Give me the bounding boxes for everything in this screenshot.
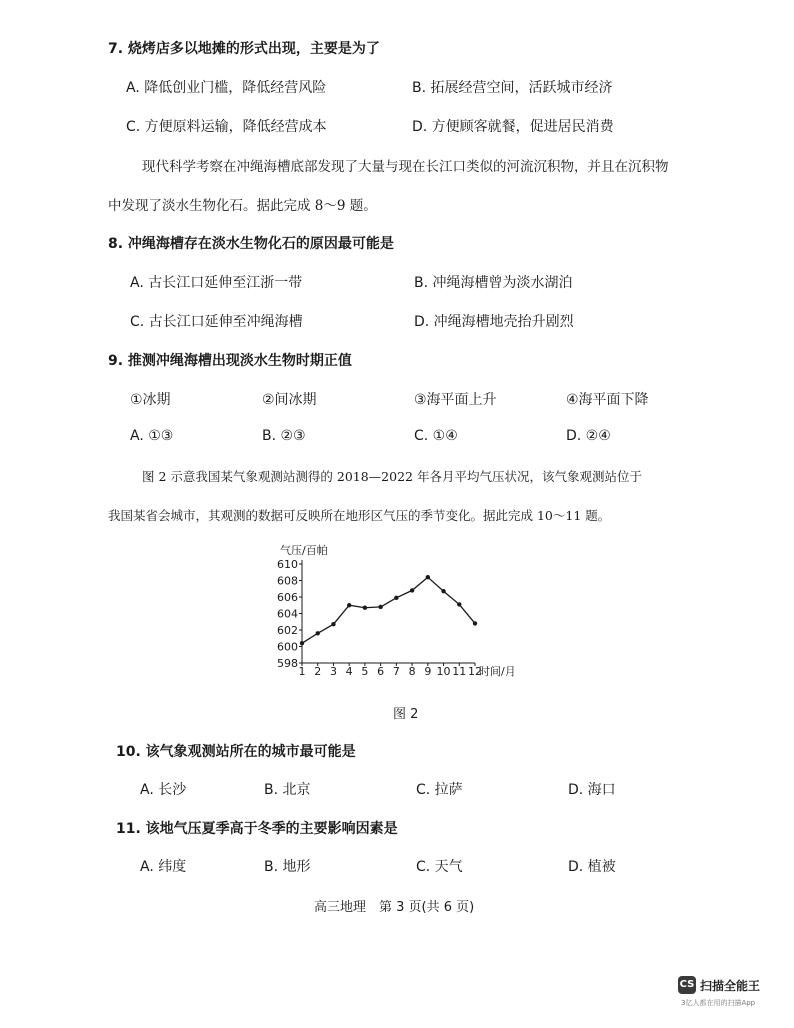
chart-x-tick-label: 6 — [377, 665, 385, 678]
question-11-option-d: D. 植被 — [568, 859, 616, 875]
figure-caption: 图 2 — [393, 707, 419, 722]
chart-data-point — [300, 641, 304, 645]
question-11-option-a: A. 纬度 — [140, 859, 187, 875]
chart-data-point — [378, 605, 382, 609]
pressure-series-line — [302, 577, 475, 643]
chart-x-ticks — [299, 663, 483, 678]
chart-data-point — [363, 606, 367, 610]
pressure-series-points — [300, 575, 477, 645]
question-7-option-d: D. 方便顾客就餐，促进居民消费 — [412, 119, 614, 135]
question-9-statement-1: ①冰期 — [130, 392, 171, 408]
chart-data-point — [457, 602, 461, 606]
chart-data-point — [347, 603, 351, 607]
chart-x-tick-label: 3 — [329, 665, 337, 678]
question-9-statement-2: ②间冰期 — [262, 392, 317, 408]
chart-x-tick-label: 1 — [298, 665, 306, 678]
chart-x-tick-label: 5 — [361, 665, 369, 678]
chart-y-tick-label: 598 — [277, 657, 298, 670]
question-10-option-a: A. 长沙 — [140, 782, 187, 798]
intro-8-9-line2: 中发现了淡水生物化石。据此完成 8～9 题。 — [108, 198, 377, 214]
question-9-option-d: D. ②④ — [566, 428, 611, 444]
chart-y-tick-label: 602 — [277, 624, 298, 637]
question-10-option-b: B. 北京 — [264, 782, 311, 798]
question-11-stem: 11. 该地气压夏季高于冬季的主要影响因素是 — [116, 821, 398, 837]
chart-x-tick-label: 2 — [314, 665, 322, 678]
chart-data-point — [316, 631, 320, 635]
chart-data-point — [394, 596, 398, 600]
question-7-option-b: B. 拓展经营空间，活跃城市经济 — [412, 80, 613, 96]
question-9-option-c: C. ①④ — [414, 428, 458, 444]
chart-x-tick-label: 11 — [452, 665, 467, 678]
page-footer: 高三地理 第 3 页(共 6 页) — [314, 900, 475, 915]
pressure-line-chart — [277, 540, 540, 680]
question-8-option-a: A. 古长江口延伸至江浙一带 — [130, 275, 303, 291]
question-11-option-b: B. 地形 — [264, 859, 311, 875]
chart-data-point — [441, 589, 445, 593]
question-10-option-c: C. 拉萨 — [416, 782, 463, 798]
question-9-stem: 9. 推测冲绳海槽出现淡水生物时期正值 — [108, 353, 352, 369]
camscanner-name: 扫描全能王 — [700, 979, 761, 993]
question-9-option-a: A. ①③ — [130, 428, 174, 444]
question-10-option-d: D. 海口 — [568, 782, 616, 798]
camscanner-slogan: 3亿人都在用的扫描App — [681, 999, 756, 1007]
question-7-stem: 7. 烧烤店多以地摊的形式出现，主要是为了 — [108, 41, 380, 57]
question-8-stem: 8. 冲绳海槽存在淡水生物化石的原因最可能是 — [108, 236, 394, 252]
question-8-option-b: B. 冲绳海槽曾为淡水湖泊 — [414, 275, 573, 291]
chart-y-tick-label: 610 — [277, 558, 298, 571]
chart-x-axis-label: 时间/月 — [479, 665, 516, 678]
chart-y-tick-label: 604 — [277, 607, 298, 621]
chart-data-point — [410, 588, 414, 592]
camscanner-logo-icon: CS — [678, 976, 696, 994]
question-8-option-c: C. 古长江口延伸至冲绳海槽 — [130, 314, 303, 330]
chart-x-tick-label: 10 — [436, 665, 451, 678]
question-9-option-b: B. ②③ — [262, 428, 306, 444]
intro-10-11-line1: 图 2 示意我国某气象观测站测得的 2018—2022 年各月平均气压状况，该气象观测站位于 — [142, 469, 642, 484]
chart-x-tick-label: 9 — [424, 665, 432, 678]
question-7-option-a: A. 降低创业门槛，降低经营风险 — [126, 80, 327, 96]
question-8-option-d: D. 冲绳海槽地壳抬升剧烈 — [414, 314, 574, 330]
question-9-statement-4: ④海平面下降 — [566, 392, 649, 408]
chart-data-point — [331, 622, 335, 626]
question-10-stem: 10. 该气象观测站所在的城市最可能是 — [116, 744, 356, 760]
chart-x-tick-label: 7 — [392, 665, 400, 678]
chart-y-ticks — [277, 558, 302, 670]
chart-y-tick-label: 606 — [277, 591, 298, 604]
pressure-chart — [277, 540, 540, 680]
chart-x-tick-label: 4 — [345, 665, 353, 678]
chart-y-axis-label: 气压/百帕 — [280, 544, 328, 557]
chart-x-tick-label: 8 — [408, 665, 416, 678]
question-7-option-c: C. 方便原料运输，降低经营成本 — [126, 119, 327, 135]
chart-y-tick-label: 608 — [277, 574, 298, 588]
chart-data-point — [473, 621, 477, 625]
intro-8-9-line1: 现代科学考察在冲绳海槽底部发现了大量与现在长江口类似的河流沉积物，并且在沉积物 — [142, 159, 669, 175]
chart-y-tick-label: 600 — [277, 640, 298, 654]
chart-data-point — [426, 575, 430, 579]
chart-x-tick-label: 12 — [468, 665, 482, 678]
intro-10-11-line2: 我国某省会城市，其观测的数据可反映所在地形区气压的季节变化。据此完成 10～11 题。 — [108, 508, 611, 523]
chart-axes — [302, 560, 475, 663]
question-11-option-c: C. 天气 — [416, 859, 463, 875]
question-9-statement-3: ③海平面上升 — [414, 392, 497, 408]
